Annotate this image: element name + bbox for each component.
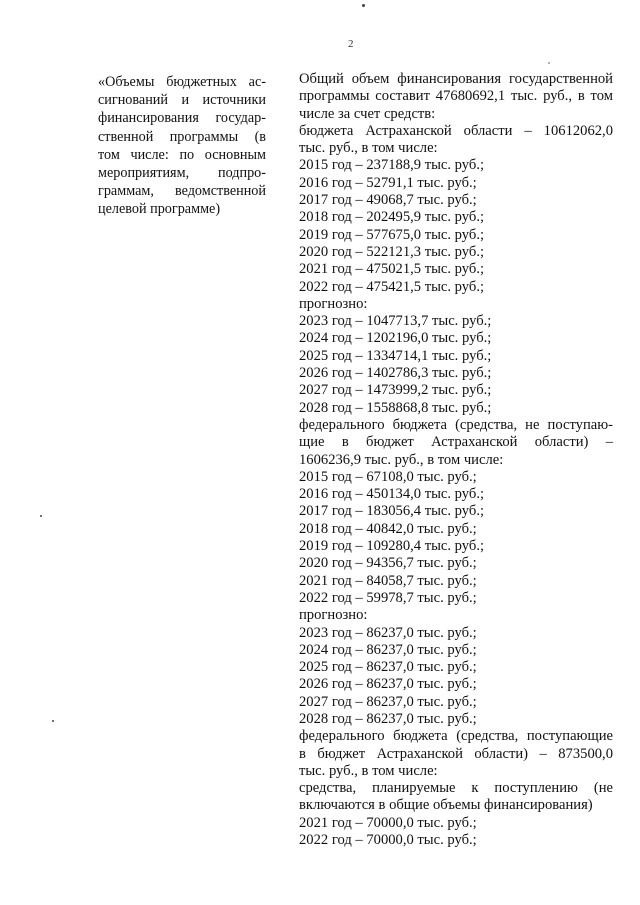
total-financing-line: программы составит 47680692,1 тыс. руб., в том (299, 88, 613, 105)
page-number: 2 (348, 38, 354, 50)
parameter-name-column (98, 73, 266, 219)
regional-year-line: 2016 год – 52791,1 тыс. руб.; (299, 174, 477, 191)
federal-year-line: 2016 год – 450134,0 тыс. руб.; (299, 486, 485, 503)
regional-year-line: 2015 год – 237188,9 тыс. руб.; (299, 157, 485, 174)
parameter-name-line: граммам, ведомственной (98, 183, 266, 200)
forecast-label: прогнозно: (299, 295, 368, 312)
federal-budget-not-received-line: федерального бюджета (средства, не поступаю- (299, 416, 613, 433)
regional-year-line: 2020 год – 522121,3 тыс. руб.; (299, 243, 485, 260)
planned-funds-line: средства, планируемые к поступлению (не (299, 780, 613, 797)
federal-budget-received-line: тыс. руб., в том числе: (299, 762, 438, 779)
regional-year-line: 2022 год – 475421,5 тыс. руб.; (299, 278, 485, 295)
total-financing-line: Общий объем финансирования государственной (299, 71, 613, 87)
regional-forecast-year-line: 2028 год – 1558868,8 тыс. руб.; (299, 399, 492, 416)
federal-year-line: 2017 год – 183056,4 тыс. руб.; (299, 503, 485, 520)
regional-forecast-year-line: 2027 год – 1473999,2 тыс. руб.; (299, 382, 492, 399)
regional-budget-line: тыс. руб., в том числе: (299, 140, 438, 157)
parameter-name-line: «Объемы бюджетных ас- (98, 74, 266, 90)
planned-funds-year-line: 2022 год – 70000,0 тыс. руб.; (299, 832, 477, 849)
regional-forecast-year-line: 2024 год – 1202196,0 тыс. руб.; (299, 330, 492, 347)
federal-year-line: 2018 год – 40842,0 тыс. руб.; (299, 520, 477, 537)
federal-year-line: 2021 год – 84058,7 тыс. руб.; (299, 572, 477, 589)
total-financing-line: числе за счет средств: (299, 105, 436, 122)
regional-year-line: 2019 год – 577675,0 тыс. руб.; (299, 226, 485, 243)
federal-budget-received-line: федерального бюджета (средства, поступающие (299, 728, 613, 745)
regional-forecast-year-line: 2025 год – 1334714,1 тыс. руб.; (299, 347, 492, 364)
planned-funds-line: включаются в общие объемы финансирования) (299, 797, 593, 814)
federal-forecast-year-line: 2028 год – 86237,0 тыс. руб.; (299, 710, 477, 727)
scan-speck (362, 4, 365, 7)
parameter-name-line: мероприятиям, подпро- (98, 165, 266, 182)
scan-speck (40, 515, 42, 517)
scan-speck (52, 720, 54, 722)
scan-speck (548, 62, 550, 64)
federal-forecast-year-line: 2025 год – 86237,0 тыс. руб.; (299, 659, 477, 676)
regional-forecast-year-line: 2026 год – 1402786,3 тыс. руб.; (299, 365, 492, 382)
federal-budget-not-received-line: щие в бюджет Астраханской области) – (299, 434, 613, 451)
federal-forecast-year-line: 2023 год – 86237,0 тыс. руб.; (299, 624, 477, 641)
federal-budget-not-received-line: 1606236,9 тыс. руб., в том числе: (299, 451, 504, 468)
regional-budget-line: бюджета Астраханской области – 10612062,0 (299, 122, 613, 139)
federal-budget-received-line: в бюджет Астраханской области) – 873500,0 (299, 745, 613, 762)
parameter-name-line: сигнований и источники (98, 92, 266, 109)
forecast-label: прогнозно: (299, 607, 368, 624)
regional-year-line: 2017 год – 49068,7 тыс. руб.; (299, 192, 477, 209)
federal-year-line: 2020 год – 94356,7 тыс. руб.; (299, 555, 477, 572)
federal-year-line: 2019 год – 109280,4 тыс. руб.; (299, 538, 485, 555)
federal-year-line: 2022 год – 59978,7 тыс. руб.; (299, 589, 477, 606)
regional-year-line: 2018 год – 202495,9 тыс. руб.; (299, 209, 485, 226)
parameter-name-line: целевой программе) (98, 201, 221, 218)
federal-forecast-year-line: 2024 год – 86237,0 тыс. руб.; (299, 641, 477, 658)
regional-forecast-year-line: 2023 год – 1047713,7 тыс. руб.; (299, 313, 492, 330)
regional-year-line: 2021 год – 475021,5 тыс. руб.; (299, 261, 485, 278)
parameter-name-line: финансирования государ- (98, 110, 266, 127)
federal-forecast-year-line: 2026 год – 86237,0 тыс. руб.; (299, 676, 477, 693)
parameter-name-line: ственной программы (в (98, 128, 266, 145)
planned-funds-year-line: 2021 год – 70000,0 тыс. руб.; (299, 814, 477, 831)
federal-forecast-year-line: 2027 год – 86237,0 тыс. руб.; (299, 693, 477, 710)
financing-description-column (299, 71, 613, 849)
parameter-name-line: том числе: по основным (98, 146, 266, 163)
federal-year-line: 2015 год – 67108,0 тыс. руб.; (299, 468, 477, 485)
